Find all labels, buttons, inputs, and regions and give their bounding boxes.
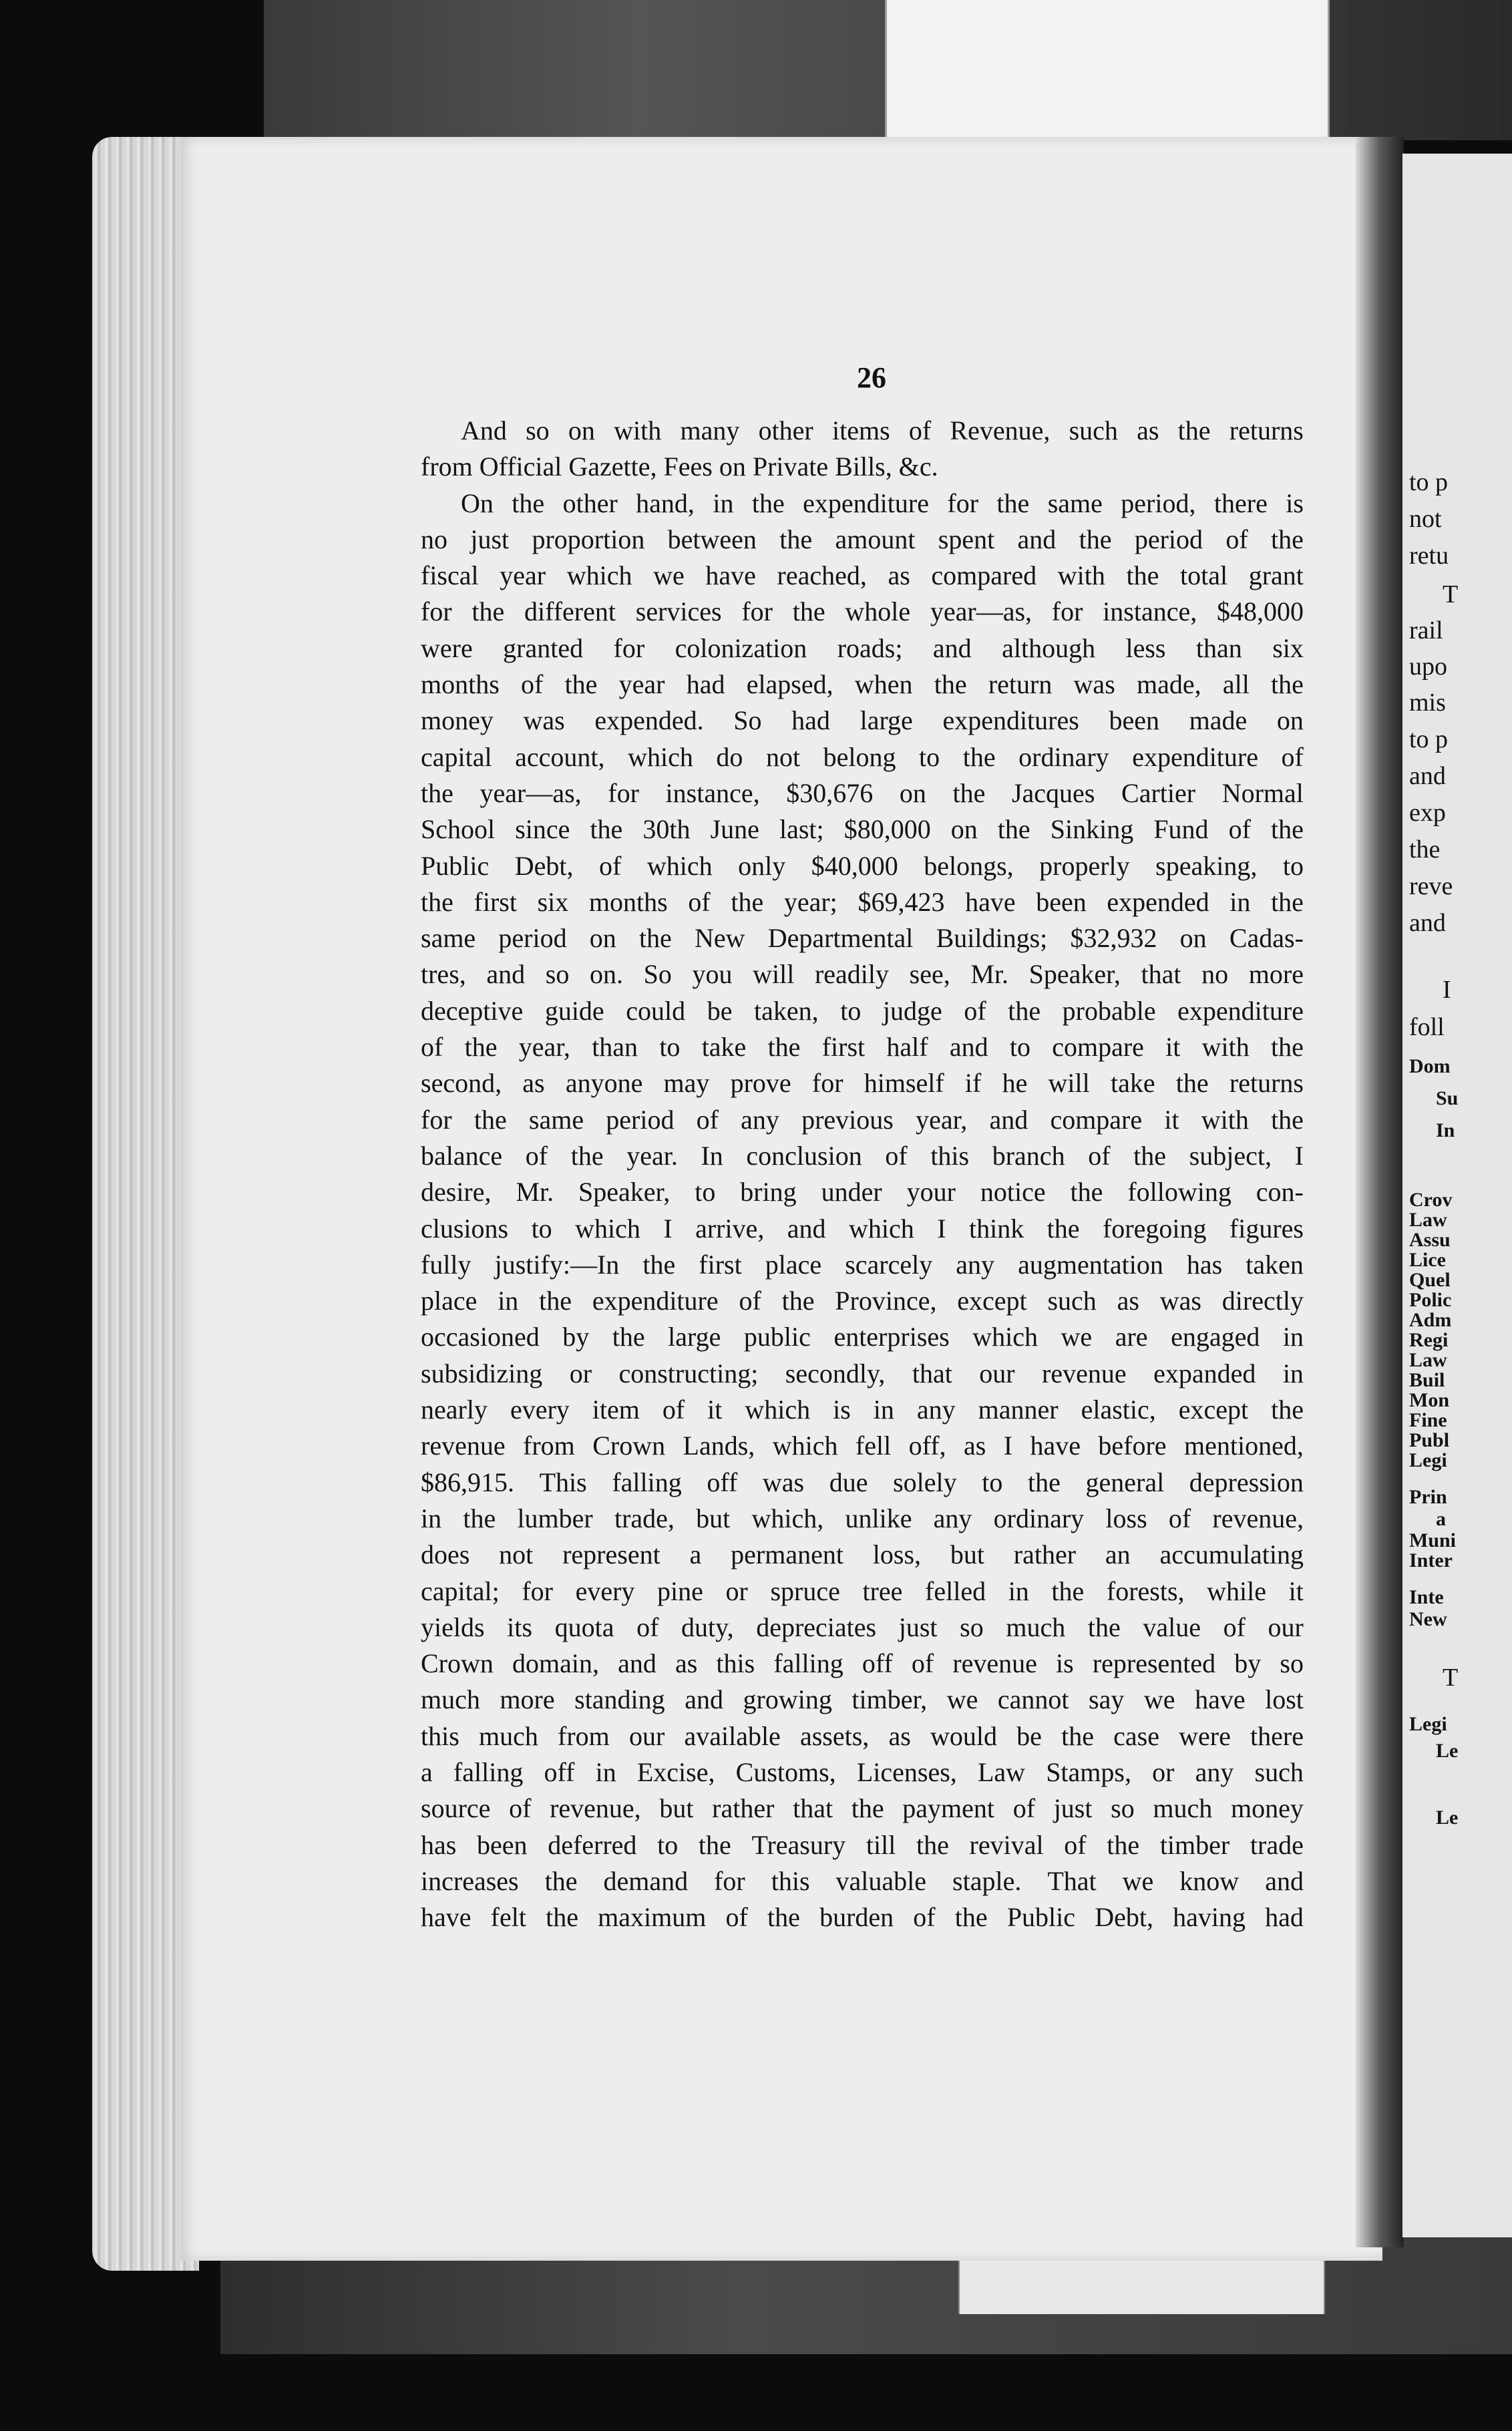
paper-tab-top (885, 0, 1330, 140)
facing-page-fragment: Law (1409, 1209, 1447, 1231)
text-line: On the other hand, in the expenditure for the same period, there is (461, 488, 1304, 518)
text-line: money was expended. So had large expenditures been made on (421, 705, 1304, 736)
facing-page-fragment: not (1409, 505, 1442, 533)
facing-page-fragment: to p (1409, 468, 1449, 496)
facing-page-fragment: the (1409, 835, 1441, 864)
facing-page-fragment: Muni (1409, 1529, 1457, 1551)
text-line: the year—as, for instance, $30,676 on the Jacques Cartier Normal (421, 777, 1304, 808)
body-text (421, 413, 1304, 1935)
text-line: subsidizing or constructing; secondly, that our revenue expanded in (421, 1358, 1304, 1388)
facing-page-fragment: Le (1436, 1740, 1459, 1762)
facing-page-fragment: a (1436, 1508, 1446, 1530)
text-line: nearly every item of it which is in any manner elastic, except the (421, 1394, 1304, 1425)
facing-page-fragment: Polic (1409, 1289, 1452, 1311)
facing-page-fragment: Fine (1409, 1409, 1447, 1431)
text-line: Public Debt, of which only $40,000 belongs, properly speaking, to (421, 850, 1304, 881)
facing-page-fragment: T (1443, 1664, 1459, 1692)
facing-page-fragment: Mon (1409, 1389, 1449, 1411)
facing-page-fragment: Legi (1409, 1449, 1447, 1471)
text-line: capital account, which do not belong to the ordinary expenditure of (421, 741, 1304, 772)
facing-page-fragment: upo (1409, 652, 1447, 681)
facing-page-fragment: Assu (1409, 1229, 1451, 1251)
text-line: were granted for colonization roads; and although less than six (421, 632, 1304, 663)
text-line: tres, and so on. So you will readily see, Mr. Speaker, that no more (421, 959, 1304, 990)
facing-page-fragment: Adm (1409, 1309, 1452, 1331)
text-line: capital; for every pine or spruce tree felled in the forests, while it (421, 1575, 1304, 1606)
text-line: clusions to which I arrive, and which I think the foregoing figures (421, 1213, 1304, 1244)
text-line: this much from our available assets, as would be the case were there (421, 1720, 1304, 1751)
text-line: $86,915. This falling off was due solely to the general depression (421, 1467, 1304, 1497)
facing-page-fragment: Buil (1409, 1369, 1445, 1391)
text-line: yields its quota of duty, depreciates just so much the value of our (421, 1612, 1304, 1642)
facing-page-fragment: Legi (1409, 1713, 1447, 1735)
text-line: much more standing and growing timber, we cannot say we have lost (421, 1684, 1304, 1715)
text-line: months of the year had elapsed, when the return was made, all the (421, 669, 1304, 700)
text-line: has been deferred to the Treasury till the revival of the timber trade (421, 1829, 1304, 1860)
text-line: of the year, than to take the first half and to compare it with the (421, 1032, 1304, 1063)
text-line: occasioned by the large public enterprises which we are engaged in (421, 1322, 1304, 1352)
facing-page-fragment: rail (1409, 616, 1443, 644)
text-line: from Official Gazette, Fees on Private Bills, &c. (421, 451, 938, 482)
text-line: fiscal year which we have reached, as compared with the total grant (421, 560, 1304, 591)
text-line: source of revenue, but rather that the payment of just so much money (421, 1793, 1304, 1824)
text-line: no just proportion between the amount spent and the period of the (421, 524, 1304, 554)
facing-page-fragment: and (1409, 909, 1446, 937)
facing-page-fragment: Crov (1409, 1189, 1453, 1211)
facing-page-fragment: Publ (1409, 1429, 1450, 1451)
facing-page-fragment: In (1436, 1119, 1455, 1141)
facing-page-fragment: Quel (1409, 1269, 1451, 1291)
facing-page-fragment: Inte (1409, 1586, 1444, 1608)
text-line: does not represent a permanent loss, but rather an accumulating (421, 1539, 1304, 1570)
facing-page-fragment: Regi (1409, 1329, 1449, 1351)
text-line: for the different services for the whole year—as, for instance, $48,000 (421, 596, 1304, 627)
facing-page-fragment: to p (1409, 725, 1449, 753)
text-line: deceptive guide could be taken, to judge of the probable expenditure (421, 995, 1304, 1026)
book-gutter (1356, 137, 1404, 2247)
facing-page-fragment: Lice (1409, 1249, 1446, 1271)
facing-page-fragment: exp (1409, 799, 1446, 827)
text-line: fully justify:—In the first place scarcely any augmentation has taken (421, 1249, 1304, 1280)
text-line: second, as anyone may prove for himself if he will take the returns (421, 1068, 1304, 1099)
text-line: in the lumber trade, but which, unlike any ordinary loss of revenue, (421, 1503, 1304, 1533)
text-line: same period on the New Departmental Buildings; $32,932 on Cadas- (421, 923, 1304, 954)
text-line: desire, Mr. Speaker, to bring under your notice the following con- (421, 1177, 1304, 1207)
facing-page-fragment: T (1443, 580, 1459, 608)
facing-page-fragment: Dom (1409, 1055, 1451, 1077)
facing-page-fragment: Inter (1409, 1549, 1453, 1571)
facing-page-fragment: New (1409, 1608, 1447, 1630)
text-line: for the same period of any previous year, and compare it with the (421, 1104, 1304, 1135)
text-line: place in the expenditure of the Province, except such as was directly (421, 1286, 1304, 1316)
text-line: Crown domain, and as this falling off of revenue is represented by so (421, 1648, 1304, 1679)
facing-page-fragment: foll (1409, 1013, 1445, 1041)
text-line: revenue from Crown Lands, which fell off, as I have before mentioned, (421, 1431, 1304, 1461)
page-number: 26 (857, 361, 886, 394)
text-line: increases the demand for this valuable staple. That we know and (421, 1865, 1304, 1896)
facing-page-fragment: Prin (1409, 1486, 1447, 1508)
facing-page-fragment: I (1443, 976, 1451, 1004)
facing-page-fragment: retu (1409, 542, 1449, 570)
text-line: have felt the maximum of the burden of the Public Debt, having had (421, 1902, 1304, 1933)
facing-page-fragment: reve (1409, 872, 1453, 900)
facing-page-fragment: Law (1409, 1349, 1447, 1371)
text-line: School since the 30th June last; $80,000 on the Sinking Fund of the (421, 814, 1304, 845)
facing-page-fragment: mis (1409, 689, 1446, 717)
facing-page-fragment: Le (1436, 1807, 1459, 1829)
text-line: balance of the year. In conclusion of this branch of the subject, I (421, 1140, 1304, 1171)
text-line: And so on with many other items of Revenue, such as the returns (461, 415, 1304, 445)
facing-page-fragment: and (1409, 762, 1446, 790)
facing-page-fragment: Su (1436, 1087, 1459, 1109)
text-line: the first six months of the year; $69,423 have been expended in the (421, 886, 1304, 917)
text-line: a falling off in Excise, Customs, Licenses, Law Stamps, or any such (421, 1756, 1304, 1787)
